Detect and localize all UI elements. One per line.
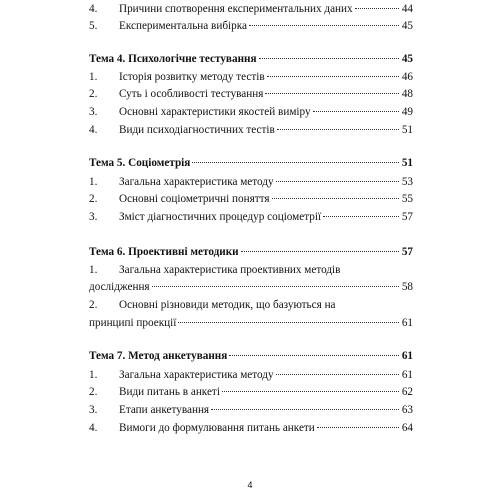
- toc-item-page: 49: [401, 106, 413, 118]
- toc-item-title: Експериментальна вибірка: [119, 20, 247, 32]
- toc-item-number: 3.: [89, 404, 98, 416]
- toc-item-page: 44: [401, 3, 413, 15]
- toc-heading-topic7: [89, 350, 413, 363]
- toc-item: [89, 88, 413, 101]
- toc-item-number: 1.: [89, 369, 98, 381]
- toc-item-line1: [89, 264, 413, 277]
- toc-item-page: 61: [401, 317, 413, 329]
- toc-dot-leader: [272, 198, 400, 199]
- toc-item-line2: [89, 281, 413, 294]
- toc-dot-leader: [267, 76, 399, 77]
- toc-dot-leader: [317, 427, 399, 428]
- toc-item-title: Основні соціометричні поняття: [119, 193, 270, 205]
- toc-item-title: Основні різновиди методик, що базуються на: [119, 299, 336, 311]
- toc-item-number: 1.: [89, 176, 98, 188]
- toc-item-title: Етапи анкетування: [119, 404, 210, 416]
- toc-item: [89, 124, 413, 137]
- toc-item-page: 46: [401, 71, 413, 83]
- toc-item-page: 55: [401, 193, 413, 205]
- toc-item: [89, 422, 413, 435]
- toc-item-number: 3.: [89, 106, 98, 118]
- toc-heading-topic5: [89, 157, 413, 170]
- toc-item-title: Загальна характеристика методу: [119, 176, 274, 188]
- toc-heading-page: 61: [401, 350, 413, 362]
- toc-item: [89, 193, 413, 206]
- toc-item-title: Історія розвитку методу тестів: [119, 71, 265, 83]
- toc-item-title-continued: дослідження: [89, 281, 150, 293]
- toc-item-page: 48: [401, 88, 413, 100]
- toc-item-line1: [89, 299, 413, 312]
- toc-item-number: 3.: [89, 211, 98, 223]
- toc-heading-page: 45: [401, 53, 413, 65]
- toc-heading-page: 51: [401, 157, 413, 169]
- toc-dot-leader: [152, 286, 399, 287]
- toc-item-title: Основні характеристики якостей виміру: [119, 106, 311, 118]
- toc-item-number: 1.: [89, 264, 98, 276]
- toc-item-page: 45: [401, 20, 413, 32]
- toc-item-title: Загальна характеристика проективних методів: [119, 264, 341, 276]
- toc-item-page: 62: [401, 386, 413, 398]
- toc-item: [89, 3, 413, 16]
- toc-item-number: 4.: [89, 422, 98, 434]
- toc-dot-leader: [265, 93, 399, 94]
- toc-dot-leader: [222, 391, 399, 392]
- toc-dot-leader: [313, 111, 399, 112]
- toc-item: [89, 71, 413, 84]
- toc-item-page: 53: [401, 176, 413, 188]
- toc-heading-title: Тема 7. Метод анкетування: [89, 350, 228, 362]
- toc-item: [89, 386, 413, 399]
- toc-item: [89, 176, 413, 189]
- toc-item-page: 64: [401, 422, 413, 434]
- toc-item-number: 2.: [89, 386, 98, 398]
- page-number-footer: 4: [247, 480, 253, 490]
- toc-item-page: 63: [401, 404, 413, 416]
- toc-heading-title: Тема 5. Соціометрія: [89, 157, 191, 169]
- toc-dot-leader: [276, 374, 399, 375]
- toc-item-number: 2.: [89, 193, 98, 205]
- toc-heading-title: Тема 6. Проективні методики: [89, 246, 239, 258]
- toc-heading-topic6: [89, 246, 413, 259]
- toc-item-title: Причини спотворення експериментальних даних: [119, 3, 353, 15]
- toc-item-title: Вимоги до формулювання питань анкети: [119, 422, 315, 434]
- toc-dot-leader: [241, 251, 399, 252]
- toc-item-page: 57: [401, 211, 413, 223]
- toc-item-page: 51: [401, 124, 413, 136]
- toc-item-number: 1.: [89, 71, 98, 83]
- toc-dot-leader: [277, 129, 399, 130]
- toc-item-title: Загальна характеристика методу: [119, 369, 274, 381]
- toc-dot-leader: [276, 181, 399, 182]
- toc-dot-leader: [323, 216, 399, 217]
- toc-item: [89, 106, 413, 119]
- toc-item: [89, 404, 413, 417]
- toc-dot-leader: [249, 25, 399, 26]
- toc-item-number: 2.: [89, 299, 98, 311]
- toc-item-page: 58: [401, 281, 413, 293]
- toc-heading-page: 57: [401, 246, 413, 258]
- toc-item-line2: [89, 317, 413, 330]
- toc-item-title: Суть і особливості тестування: [119, 88, 264, 100]
- toc-item-number: 4.: [89, 124, 98, 136]
- toc-heading-topic4: [89, 53, 413, 66]
- toc-item-number: 2.: [89, 88, 98, 100]
- toc-dot-leader: [211, 409, 399, 410]
- toc-item: [89, 211, 413, 224]
- toc-item-title: Зміст діагностичних процедур соціометрії: [119, 211, 322, 223]
- toc-item-title: Види питань в анкеті: [119, 386, 220, 398]
- toc-dot-leader: [355, 8, 399, 9]
- toc-dot-leader: [192, 162, 399, 163]
- toc-item-title-continued: принципі проекції: [89, 317, 177, 329]
- toc-item: [89, 369, 413, 382]
- toc-item-number: 4.: [89, 3, 98, 15]
- toc-dot-leader: [229, 355, 399, 356]
- toc-dot-leader: [259, 58, 399, 59]
- toc-item-title: Види психодіагностичних тестів: [119, 124, 275, 136]
- toc-dot-leader: [178, 322, 399, 323]
- toc-item: [89, 20, 413, 33]
- toc-heading-title: Тема 4. Психологічне тестування: [89, 53, 257, 65]
- toc-item-page: 61: [401, 369, 413, 381]
- toc-item-number: 5.: [89, 20, 98, 32]
